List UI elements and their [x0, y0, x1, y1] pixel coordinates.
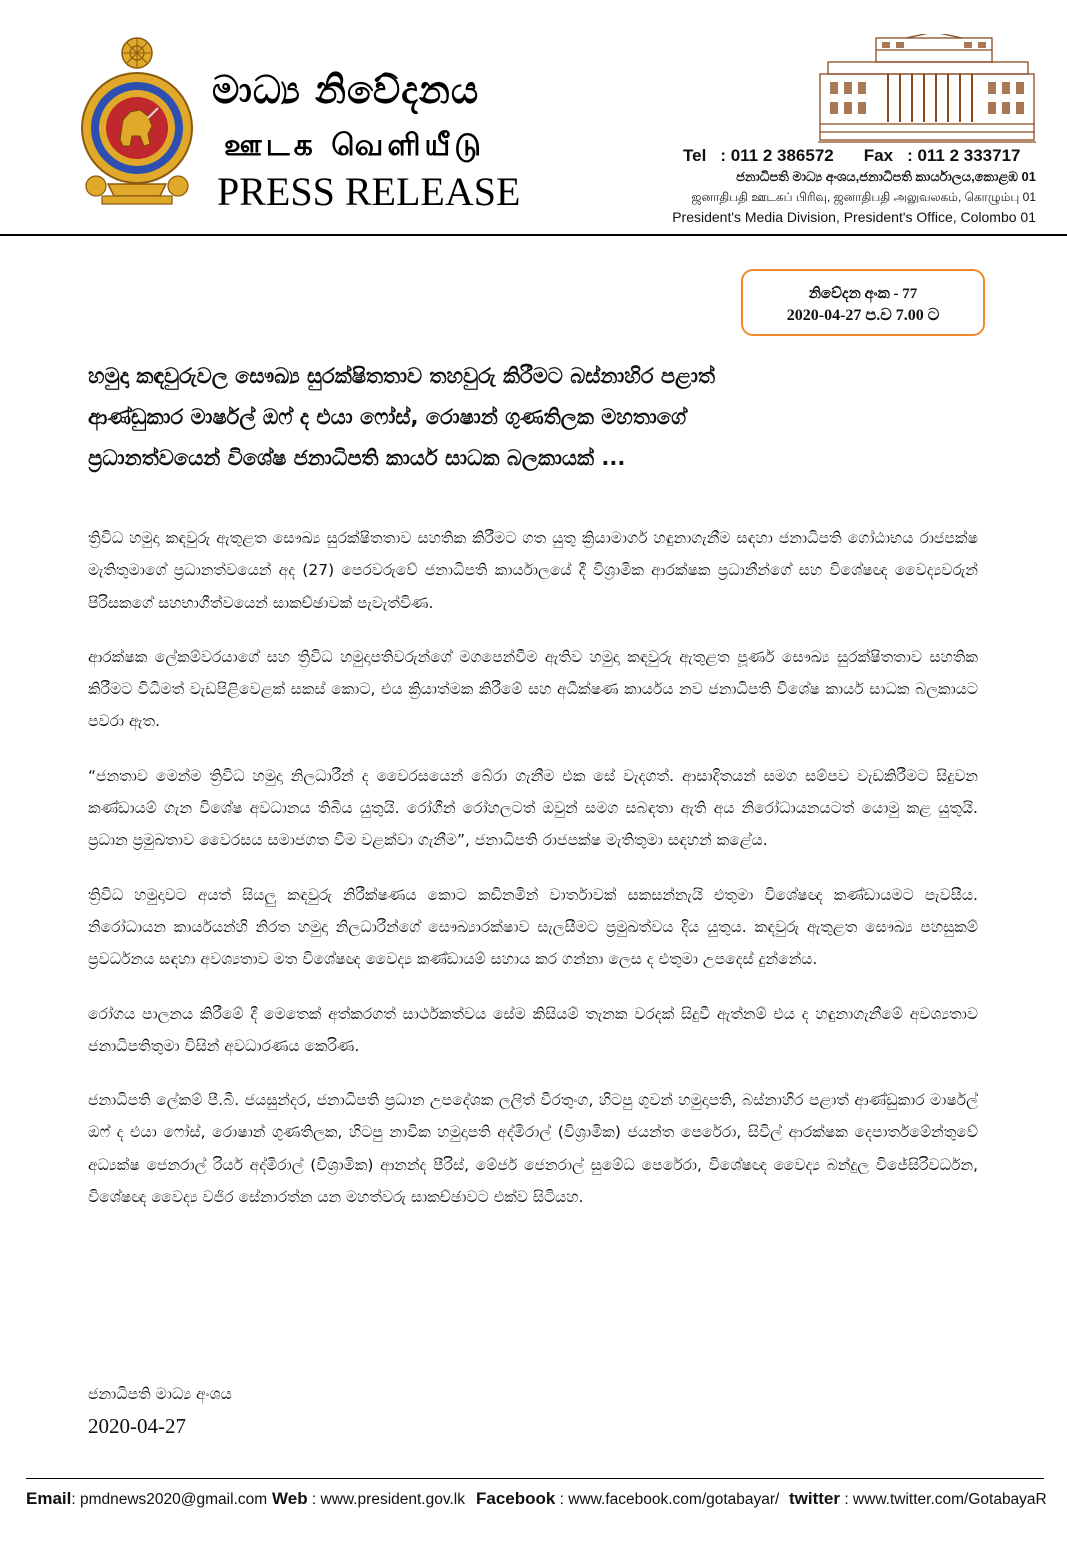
email-link[interactable]: : pmdnews2020@gmail.com	[71, 1491, 268, 1508]
email-label: Email	[26, 1489, 72, 1508]
national-emblem-icon	[78, 36, 196, 208]
facebook-link[interactable]: : www.facebook.com/gotabayar/	[559, 1491, 780, 1508]
address-sinhala: ජනාධිපති මාධ්‍ය අංශය,ජනාධිපති කාර්යාලය,කොළඹ 01	[736, 169, 1036, 184]
article-body	[88, 522, 978, 1235]
headline-line: ආණ්ඩුකාර මාර්ෂල් ඔෆ් ද එයා ෆෝස්, රොෂාන් ගුණතිලක මහතාගේ	[88, 405, 687, 429]
tel-label: Tel	[683, 146, 707, 165]
footer-email[interactable]	[26, 1489, 267, 1509]
tel-value: : 011 2 386572	[720, 146, 834, 165]
signature-date: 2020-04-27	[88, 1414, 186, 1438]
facebook-label: Facebook	[476, 1489, 556, 1508]
paragraph: ත්‍රිවිධ හමුදා කඳවුරු ඇතුළත සෞඛ්‍ය සුරක්ෂිතතාව සහතික කිරීමට ගත යුතු ක්‍රියාමාර්ග හඳුනාගැනීම සඳහා ජනාධිපති ගෝඨාභය රාජපක්ෂ මැතිතුමාගේ ප්‍රධානත්වයෙන් අද (27) පෙරවරුවේ ජනාධිපති කාර්යාලයේ දී විශ්‍රාමික ආරක්ෂක ප්‍රධානීන්ගේ සහ විශේෂඥ වෛද්‍යවරුන් පිරිසකගේ සහභාගීත්වයෙන් සාකච්ඡාවක් පැවැත්විණ.	[88, 529, 978, 612]
paragraph: “ජනතාව මෙන්ම ත්‍රිවිධ හමුදා නිලධාරීන් ද වෛරසයෙන් බේරා ගැනීම එක සේ වැදගත්. ආසාදිතයන් සමග සම්පව වැඩකිරීමට සිදුවන කණ්ඩායම් ගැන විශේෂ අවධානය තිබිය යුතුයි. රෝගීන් රෝහලටත් ඔවුන් සමග සබඳතා ඇති අය නිරෝධායනයටත් යොමු කළ යුතුයි. ප්‍රධාන ප්‍රමුඛතාව වෛරසය සමාජගත වීම වළක්වා ගැනීම”, ජනාධිපති රාජපක්ෂ මැතිතුමා සඳහන් කළේය.	[88, 766, 978, 850]
title-english: PRESS RELEASE	[217, 169, 521, 214]
web-link[interactable]: : www.president.gov.lk	[311, 1491, 465, 1508]
notice-number: නිවේදන අංක - 77	[808, 286, 918, 302]
headline-line: හමුදා කඳවුරුවල සෞඛ්‍ය සුරක්ෂිතතාව තහවුරු කිරීමට බස්නාහිර පළාත්	[88, 364, 716, 388]
fax-value: : 011 2 333717	[907, 146, 1021, 165]
footer-web[interactable]	[272, 1489, 465, 1509]
footer-twitter[interactable]	[789, 1489, 1047, 1509]
paragraph: ආරක්ෂක ලේකම්වරයාගේ සහ ත්‍රිවිධ හමුදාපතිවරුන්ගේ මගපෙන්වීම ඇතිව හමුදා කඳවුරු ඇතුළත පූර්ණ සෞඛ්‍ය සුරක්ෂිතතාව සහතික කිරීමට විධිමත් වැඩපිළිවෙළක් සකස් කොට, එය ක්‍රියාත්මක කිරීමේ සහ අධීක්ෂණ කාර්යය නව ජනාධිපති විශේෂ කාර්ය සාධක බලකායට පවරා ඇත.	[88, 647, 978, 731]
paragraph: රෝගය පාලනය කිරීමේ දී මෙතෙක් අත්කරගත් සාර්ථකත්වය සේම කිසියම් තැනක වරදක් සිදුවී ඇත්නම් එය ද හඳුනාගැනීමේ අවශ්‍යතාව ජනාධිපතිතුමා විසින් අවධාරණය කෙරිණ.	[88, 1004, 978, 1055]
title-tamil: ஊடக வெளியீடு	[224, 128, 485, 163]
footer-divider	[26, 1478, 1044, 1479]
twitter-label: twitter	[789, 1489, 840, 1508]
headline-line: ප්‍රධානත්වයෙන් විශේෂ ජනාධිපති කාර්ය සාධක බලකායක් ...	[88, 446, 626, 470]
letterhead	[0, 0, 1067, 235]
paragraph: ජනාධිපති ලේකම් පී.බී. ජයසුන්දර, ජනාධිපති ප්‍රධාන උපදේශක ලලිත් වීරතුංග, හිටපු ගුවන් හමුදාපති, බස්නාහිර පළාත් ආණ්ඩුකාර මාර්ෂල් ඔෆ් ද එයා ෆෝස්, රොෂාන් ගුණතිලක, හිටපු නාවික හමුදාපති අද්මිරාල් (විශ්‍රාමික) ජයන්ත පෙරේරා, සිවිල් ආරක්ෂක දෙපාර්තමේන්තුවේ අධ්‍යක්ෂ ජෙනරාල් රියර් අද්මිරාල් (විශ්‍රාමික) ආනන්ද පීරිස්, මේජර් ජෙනරාල් සුමේධ පෙරේරා, විශේෂඥ වෛද්‍ය බන්දුල විජේසිරිවර්ධන, විශේෂඥ වෛද්‍ය වජිර සේනාරත්න යන මහත්වරු සාකච්ඡාවට එක්ව සිටියහ.	[88, 1091, 978, 1207]
web-label: Web	[272, 1489, 308, 1508]
notice-box	[741, 269, 985, 336]
address-english: President's Media Division, President's Office, Colombo 01	[672, 209, 1036, 225]
address-tamil: ஜனாதிபதி ஊடகப் பிரிவு, ஜனாதிபதி அலுவலகம், கொழும்பு 01	[691, 190, 1036, 204]
footer	[26, 1489, 1047, 1513]
notice-datetime: 2020-04-27 ප.ව 7.00 ට	[786, 307, 940, 324]
headline	[88, 356, 988, 479]
signature-division: ජනාධිපති මාධ්‍ය අංශය	[88, 1385, 232, 1403]
title-sinhala: මාධ්‍ය නිවේදනය	[212, 68, 480, 112]
footer-facebook[interactable]	[476, 1489, 779, 1509]
paragraph: ත්‍රිවිධ හමුදාවට අයත් සියලු කඳවුරු නිරීක්ෂණය කොට කඩිනමින් වාර්තාවක් සකසන්නැයි එතුමා විශේෂඥ කණ්ඩායමට පැවසීය. නිරෝධායන කාර්යයන්හි නිරත හමුදා නිලධාරීන්ගේ සෞඛ්‍යාරක්ෂාව සැලසීමට ප්‍රමුඛත්වය දිය යුතුය. කඳවුරු ඇතුළත සෞඛ්‍ය පහසුකම් ප්‍රවර්ධනය සඳහා අවශ්‍යතාව මත විශේෂඥ වෛද්‍ය කණ්ඩායම් සහාය කර ගන්නා ලෙස ද එතුමා උපදෙස් දුන්නේය.	[88, 885, 978, 969]
twitter-link[interactable]: : www.twitter.com/GotabayaR	[844, 1491, 1047, 1508]
header-divider	[0, 234, 1067, 236]
fax-label: Fax	[863, 146, 894, 165]
contact-line	[683, 146, 1021, 166]
building-illustration-icon	[818, 34, 1036, 146]
